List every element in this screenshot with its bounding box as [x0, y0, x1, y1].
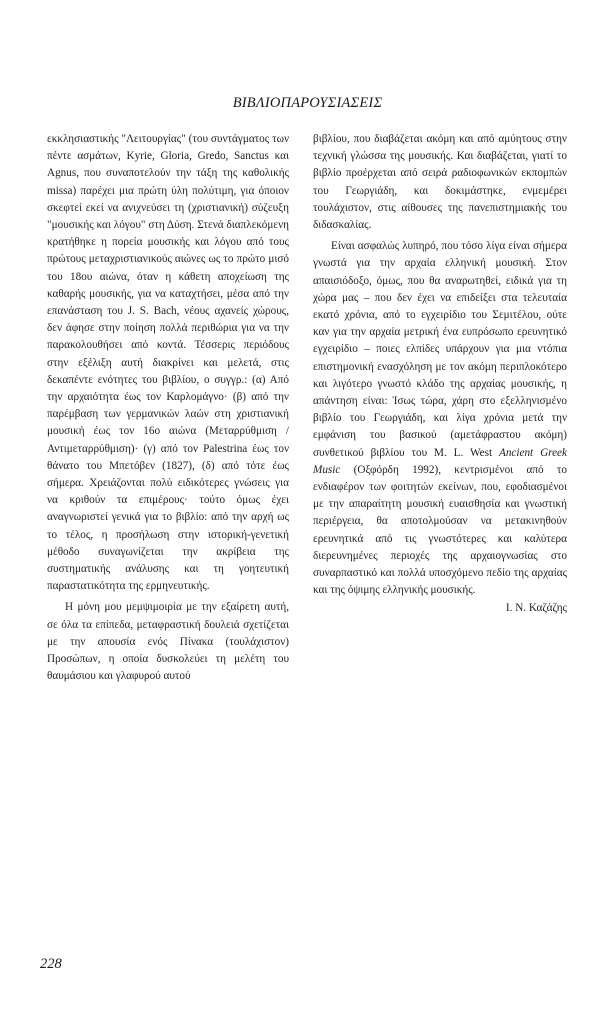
running-header: ΒΙΒΛΙΟΠΑΡΟΥΣΙΑΣΕΙΣ	[232, 95, 383, 111]
left-paragraph-1: εκκλησιαστικής "Λειτουργίας" (του συντάγματος των πέντε ασμάτων, Kyrie, Gloria, Gredo, Sanctus και Agnus, που συναποτελούν την τάξη της καθολικής missa) παρέχει μια πρώτη ύλη πολύτιμη, για όποιον σκεφτεί εκεί να ανιχνεύσει τη (χριστιανική) σύζευξη "μουσικής και λόγου" στη Δύση. Στενά διαπλεκόμενη κρατήθηκε η πορεία μουσικής και λόγου από τους πρώτους μεταχριστιανικούς αιώνες ως το πρώτο μισό του 18ου αιώνα, όταν η κάθετη αποχείωση της καθαρής μουσικής, για να καταχτήσει, μέσα από την επανάσταση του J. S. Bach, νέους αχανείς χώρους, δεν άφησε στην ποίηση πολλά περιθώρια για να την παρακολουθήσει από κοντά. Τέσσερις περιόδους στην εξέλιξη αυτή διακρίνει και μελετά, στις δεκαπέντε ενότητες του βιβλίου, ο συγγρ.: (α) Από την αρχαιότητα έως τον Καρλομάγνο· (β) από την παρέμβαση των γερμανικών λαών στη χριστιανική μουσική έως τον 16ο αιώνα (Μεταρρύθμιση / Αντιμεταρρύθμιση)· (γ) από τον Palestrina έως τον θάνατο του Μπετόβεν (1827), (δ) από τότε έως σήμερα. Χρειάζονται πολύ ειδικότερες γνώσεις για να κριθούν τα επιμέρους· τούτο όμως έχει αναγνωριστεί γενικά για το βιβλίο: από την αρχή ως το τέλος, η προσήλωση στην ιστορική-γενετική μέθοδο συναγωνίζεται την ακρίβεια της συστηματικής ανάλυσης και τη γοητευτική παραστατικότητα της ερμηνευτικής.	[47, 133, 289, 593]
page-number: 228	[40, 956, 62, 972]
right-paragraph-2	[313, 238, 567, 599]
left-column	[47, 131, 289, 686]
book-title-italic: Ancient Greek Music	[313, 446, 567, 476]
right-column	[313, 131, 567, 618]
right-paragraph-1: βιβλίου, που διαβάζεται ακόμη και από αμύητους στην τεχνική γλώσσα της μουσικής. Και διαβάζεται, γιατί το βιβλίο προέρχεται από σειρά ραδιοφωνικών εκπομπών του Γεωργιάδη, και δοκιμάστηκε, ενμεμέρει τουλάχιστον, στις αίθουσες της πανεπιστημιακής του διδασκαλίας.	[313, 133, 567, 232]
left-paragraph-2: Η μόνη μου μεμψιμοιρία με την εξαίρετη αυτή, σε όλα τα επίπεδα, μεταφραστική δουλειά σχετίζεται με την απουσία ενός Πίνακα (τουλάχιστον) Προσώπων, η οποία δυσκολεύει τη μελέτη του θαυμάσιου και γλαφυρού αυτού	[47, 601, 289, 683]
paragraph-2-lead: Είναι ασφαλώς λυπηρό, που τόσο λίγα είναι σήμερα γνωστά για την αρχαία ελληνική μουσική. Στον απαισιόδοξο, όμως, που θα αναρωτηθεί, ειδικά για τη χώρα μας – που δεν έχει να επιδείξει στα τελευταία εκατό χρόνια, από το εγχειρίδιο του Σεμιτέλου, ούτε καν για την αρχαία μετρική ένα ευπρόσωπο ερευνητικό εγχειρίδιο – ποιες ελπίδες υπάρχουν για μια ντόπια επιστημονική ενασχόληση με τον ακόμη περιπλοκότερο και λιγότερο γνωστό κλάδο της αρχαίας μουσικής, η απάντηση είναι: Ίσως τώρα, χάρη στο εξελληνισμένο βιβλίο του Γεωργιάδη, και λίγα χρόνια μετά την εμφάνιση του βασικού (αμετάφραστου ακόμη) συνθετικού βιβλίου του M. L. West	[313, 240, 567, 459]
author-signature: Ι. Ν. Καζάζης	[505, 602, 567, 615]
paragraph-2-tail: (Οξφόρδη 1992), κεντρισμένοι από το ενδιαφέρον των φοιτητών εκείνων, που, εφοδιασμένοι με την απαραίτητη μουσική ευαισθησία και γνωστική περιέργεια, θα αποτολμούσαν να μετακινηθούν ερευνητικά από τις γνωστότερες και καλύτερα διερευνημένες περιοχές της αρχαιογνωσίας στο συναρπαστικό και πολλά υποσχόμενο πεδίο της αρχαίας και της όψιμης ελληνικής μουσικής.	[313, 463, 567, 597]
